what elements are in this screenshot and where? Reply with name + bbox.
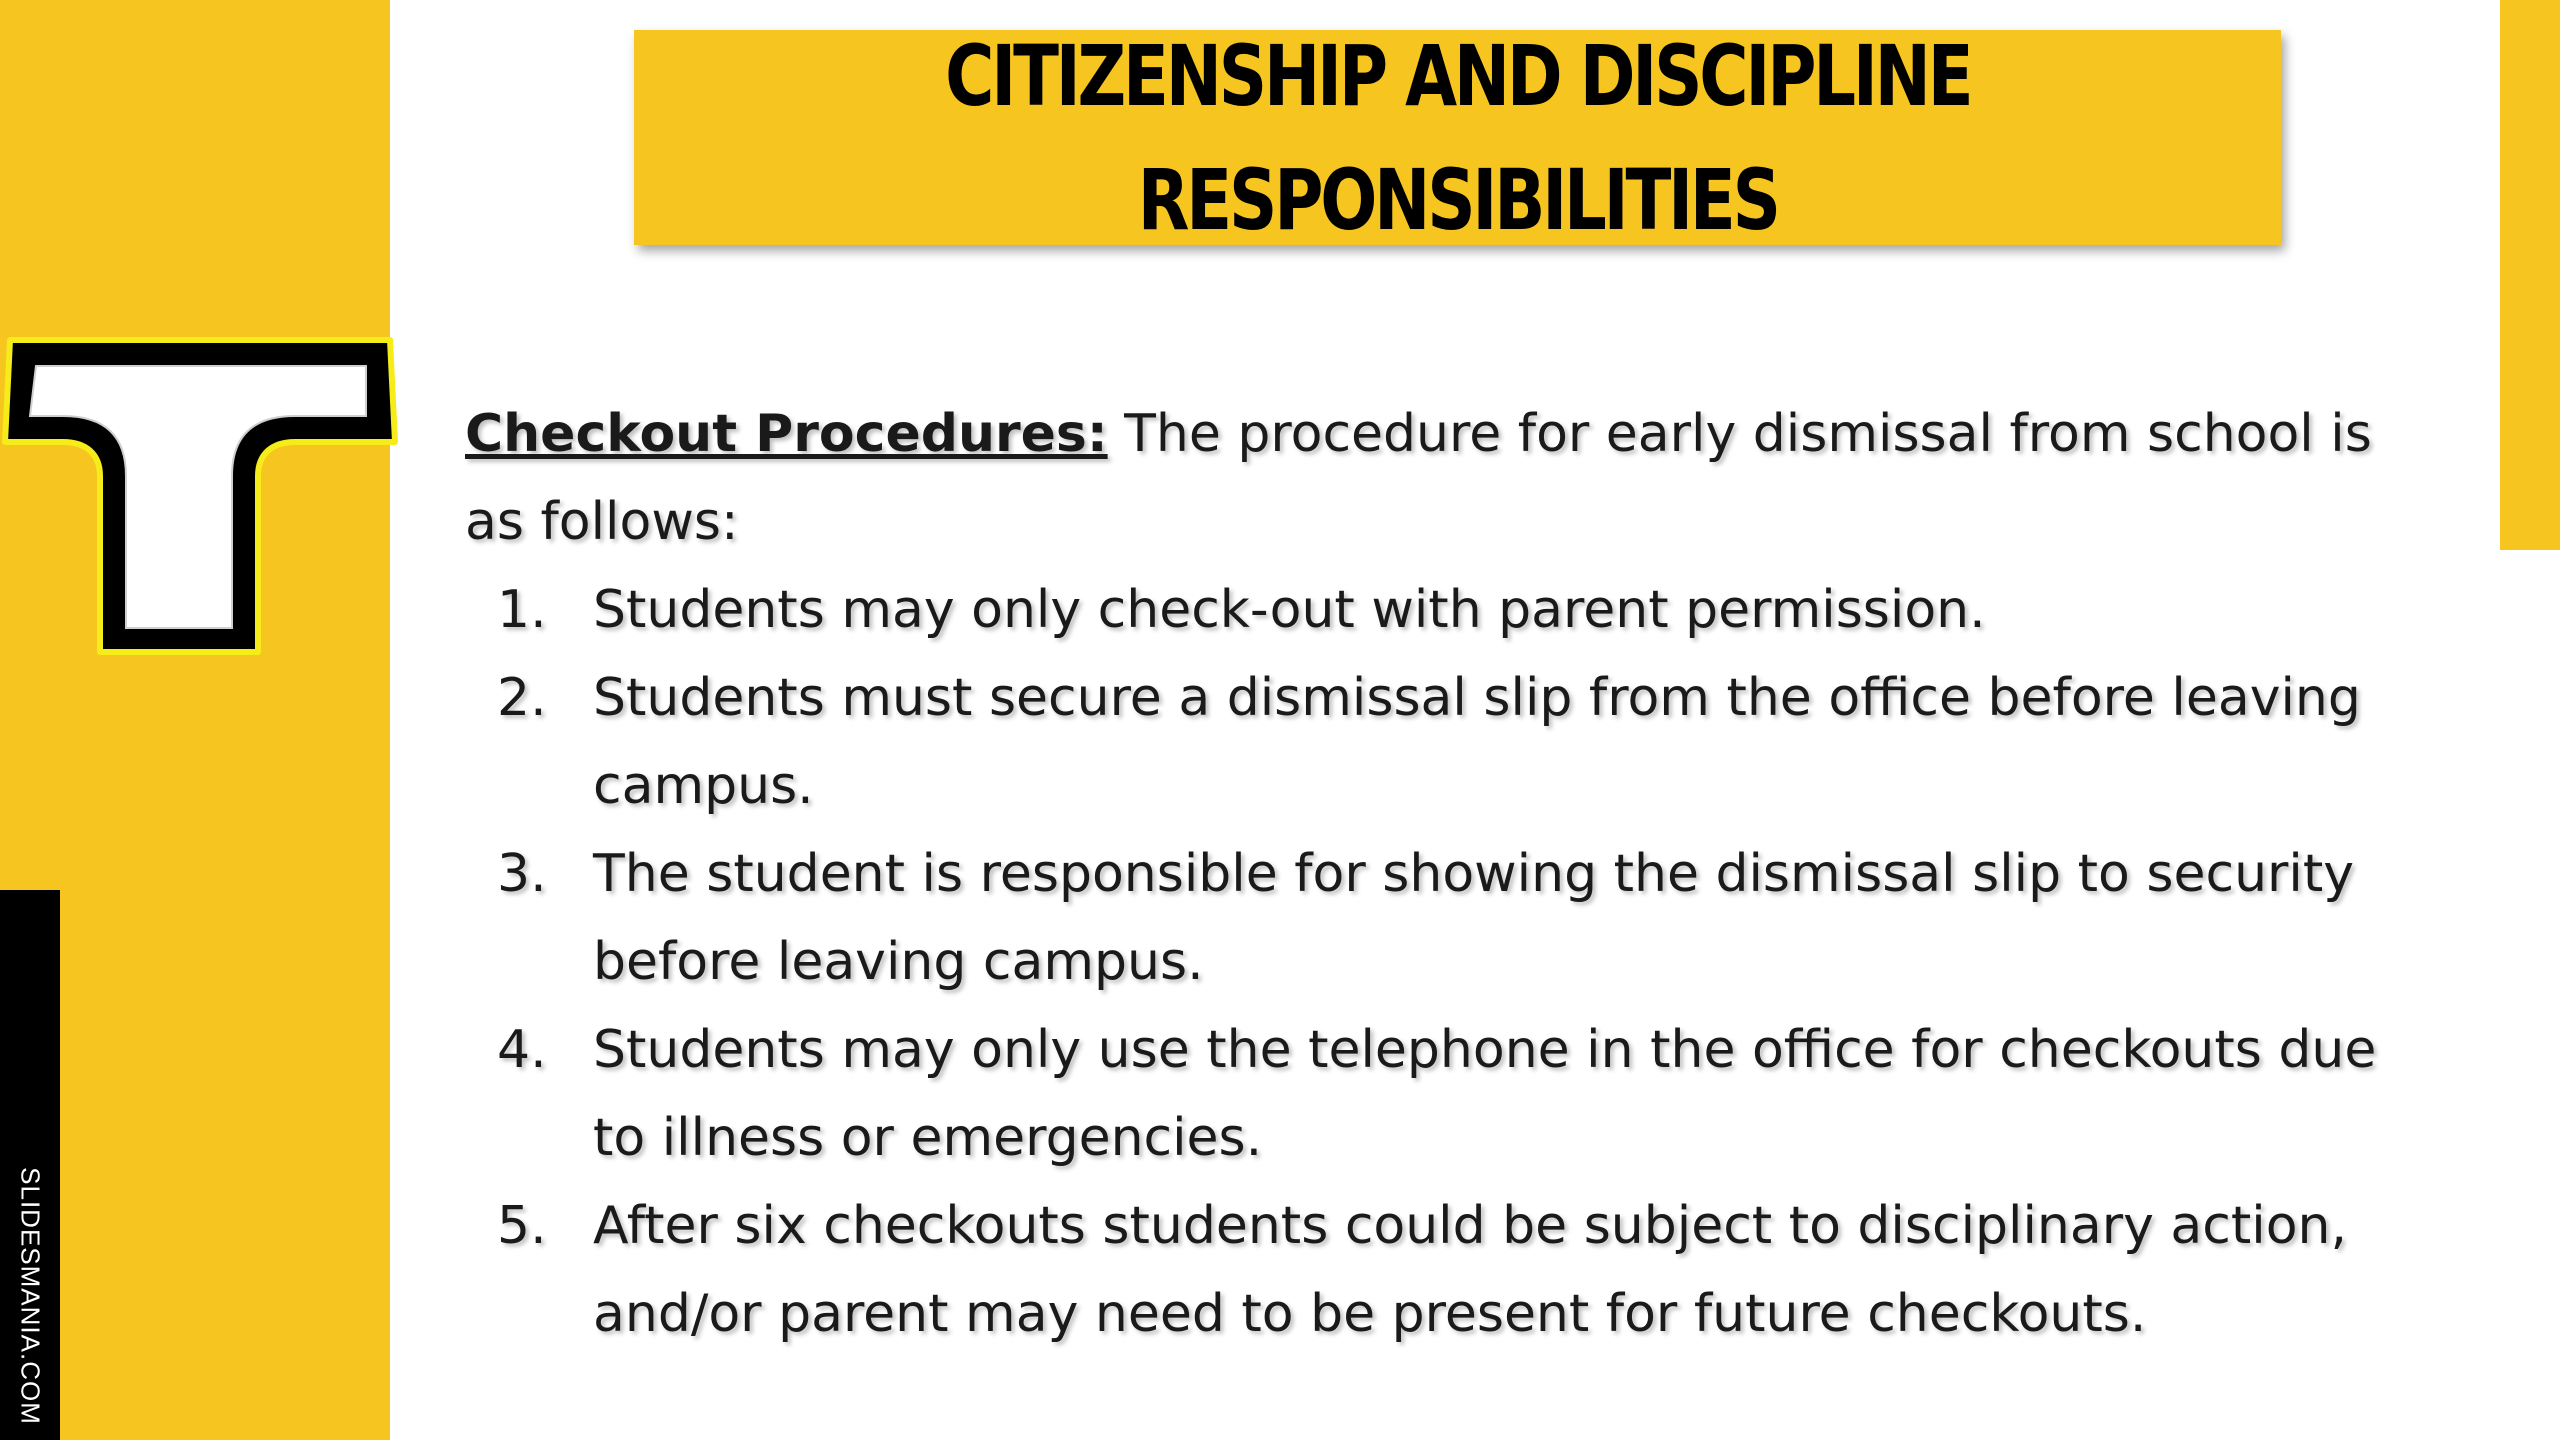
- intro-heading: Checkout Procedures:: [465, 404, 1108, 464]
- list-item-text: Students may only use the telephone in the office for checkouts due to illness or emergencies.: [593, 1020, 2377, 1168]
- list-item-number: 3.: [497, 844, 547, 904]
- slide-body: [465, 390, 2395, 1358]
- list-item-text: The student is responsible for showing the dismissal slip to security before leaving campus.: [593, 844, 2355, 992]
- intro-text: The procedure for early dismissal from school is as follows:: [465, 404, 2372, 552]
- list-item-text: After six checkouts students could be subject to disciplinary action, and/or parent may need to be present for future checkouts.: [593, 1196, 2348, 1344]
- list-item: [465, 830, 2395, 1006]
- procedure-list: [465, 566, 2395, 1358]
- title-line-1: CITIZENSHIP AND DISCIPLINE: [944, 26, 1971, 125]
- list-item-number: 4.: [497, 1020, 547, 1080]
- list-item: [465, 566, 2395, 654]
- title-box: [634, 26, 2281, 249]
- list-item-number: 2.: [497, 668, 547, 728]
- page-title: [945, 14, 1970, 262]
- list-item: [465, 1006, 2395, 1182]
- right-accent-bar: [2500, 0, 2560, 550]
- list-item-text: Students may only check-out with parent permission.: [593, 580, 1986, 640]
- letter-t-logo-icon: [0, 330, 400, 660]
- title-line-2: RESPONSIBILITIES: [1137, 150, 1778, 249]
- list-item: [465, 654, 2395, 830]
- list-item-text: Students must secure a dismissal slip from the office before leaving campus.: [593, 668, 2361, 816]
- list-item-number: 1.: [497, 580, 547, 640]
- credit-text: SLIDESMANIA.COM: [15, 1167, 46, 1425]
- intro-paragraph: [465, 390, 2395, 566]
- list-item-number: 5.: [497, 1196, 547, 1256]
- list-item: [465, 1182, 2395, 1358]
